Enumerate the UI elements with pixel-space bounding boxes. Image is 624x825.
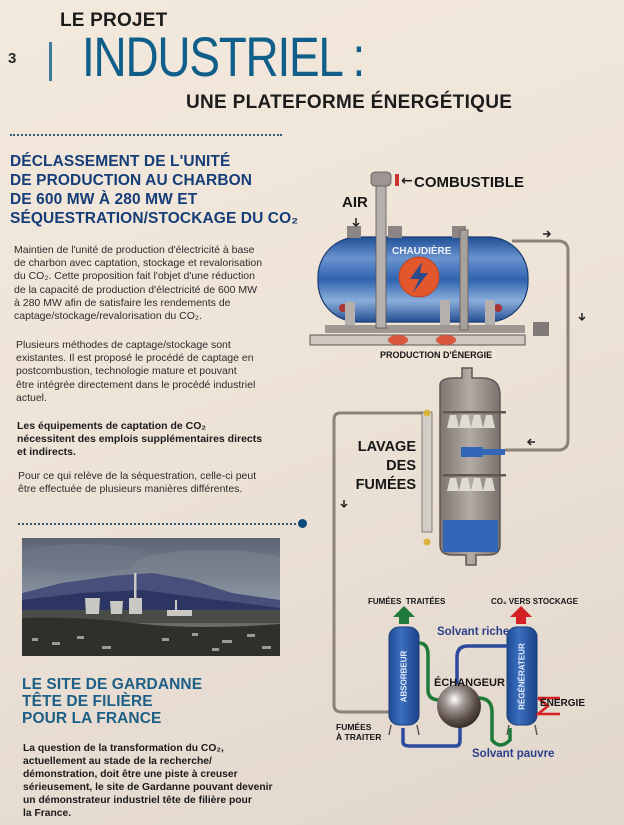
paragraph-maintien xyxy=(14,244,304,323)
text-line: être effectuée de plusieurs manières différentes. xyxy=(18,483,243,496)
page-title: INDUSTRIEL : xyxy=(82,25,365,88)
text-line: un démonstrateur industriel tête de filière pour xyxy=(23,795,252,806)
label-chaudiere: CHAUDIÈRE xyxy=(392,246,452,257)
title-kicker: LE PROJET xyxy=(60,10,168,31)
text-line: postcombustion, technologie mature et pouvant xyxy=(16,365,237,378)
label-air: AIR xyxy=(342,194,368,211)
text-line: Les équipements de captation de CO₂ xyxy=(17,420,207,432)
text-line: Maintien de l'unité de production d'électricité à base xyxy=(14,244,255,256)
label-absorbeur: ABSORBEUR xyxy=(399,650,409,703)
divider-dotted xyxy=(18,523,300,525)
text-line: du CO₂. Cette proposition fait l'objet d'une réduction xyxy=(14,270,255,283)
label-production-energie: PRODUCTION D'ÉNERGIE xyxy=(376,350,496,360)
text-line: de charbon avec captation, stockage et revalorisation xyxy=(14,257,263,270)
label-line: LAVAGE xyxy=(357,439,416,455)
text-line: sérieusement, le site de Gardanne pouvant devenir xyxy=(23,782,273,793)
heading-line: POUR LA FRANCE xyxy=(22,710,162,727)
label-fumees-a-traiter xyxy=(336,722,381,742)
paragraph-equipements xyxy=(17,420,307,460)
label-regenerateur: RÉGÉNÉRATEUR xyxy=(517,643,527,710)
power-plant-landscape-image xyxy=(22,538,280,656)
label-combustible: COMBUSTIBLE xyxy=(414,174,524,191)
label-line: À TRAITER xyxy=(336,732,382,742)
label-lavage-fumees xyxy=(354,438,416,495)
text-line: captage/stockage/revalorisation du CO₂. xyxy=(14,310,202,323)
text-line: La question de la transformation du CO₂, xyxy=(23,743,224,754)
label-fumees-traitees: FUMÉES TRAITÉES xyxy=(368,597,446,606)
text-line: démonstration, doit être une piste à creuser xyxy=(23,769,238,780)
divider-dotted xyxy=(10,134,282,136)
label-line: FUMÉES xyxy=(336,722,372,732)
text-line: de la capacité de production d'électricité de 600 MW xyxy=(14,283,258,296)
label-energie: ÉNERGIE xyxy=(540,698,586,709)
text-line: actuel. xyxy=(16,391,47,404)
paragraph-transformation xyxy=(23,742,313,820)
label-co2-stockage: CO₂ VERS STOCKAGE xyxy=(491,597,578,606)
heading-line: SÉQUESTRATION/STOCKAGE DU CO₂ xyxy=(10,210,299,227)
arrow-left-icon: ← xyxy=(401,173,413,189)
title-accent-bar xyxy=(49,42,52,81)
text-line: nécessitent des emplois supplémentaires directs xyxy=(17,433,263,446)
heading-line: LE SITE DE GARDANNE xyxy=(22,676,203,693)
paragraph-methodes xyxy=(16,339,306,405)
section-heading-declassement xyxy=(10,152,310,228)
text-line: existantes. Il est proposé le procédé de captage en xyxy=(16,352,254,365)
paragraph-sequestration xyxy=(18,470,308,496)
heading-line: DE 600 MW À 280 MW ET xyxy=(10,191,198,208)
section-heading-gardanne xyxy=(22,676,282,727)
label-echangeur: ÉCHANGEUR xyxy=(434,677,505,689)
gardanne-site-photo xyxy=(22,538,280,656)
text-line: actuellement au stade de la recherche/ xyxy=(23,756,212,767)
text-line: Pour ce qui relève de la séquestration, celle-ci peut xyxy=(18,470,257,482)
heading-line: DÉCLASSEMENT DE L'UNITÉ xyxy=(10,153,231,170)
text-line: à 280 MW afin de satisfaire les rendements de xyxy=(14,296,231,309)
text-line: la France. xyxy=(23,808,72,819)
page-number: 3 xyxy=(8,50,17,67)
label-solvant-riche: Solvant riche xyxy=(437,626,510,638)
text-line: Plusieurs méthodes de captage/stockage sont xyxy=(16,339,231,351)
text-line: être intégrée directement dans le procédé industriel xyxy=(16,378,256,391)
label-line: FUMÉES xyxy=(355,477,416,493)
text-line: et indirects. xyxy=(17,446,76,459)
label-solvant-pauvre: Solvant pauvre xyxy=(472,748,555,760)
label-line: DES xyxy=(386,458,416,474)
heading-line: TÊTE DE FILIÈRE xyxy=(22,693,153,710)
heading-line: DE PRODUCTION AU CHARBON xyxy=(10,172,253,189)
page-subtitle: UNE PLATEFORME ÉNERGÉTIQUE xyxy=(186,92,513,113)
